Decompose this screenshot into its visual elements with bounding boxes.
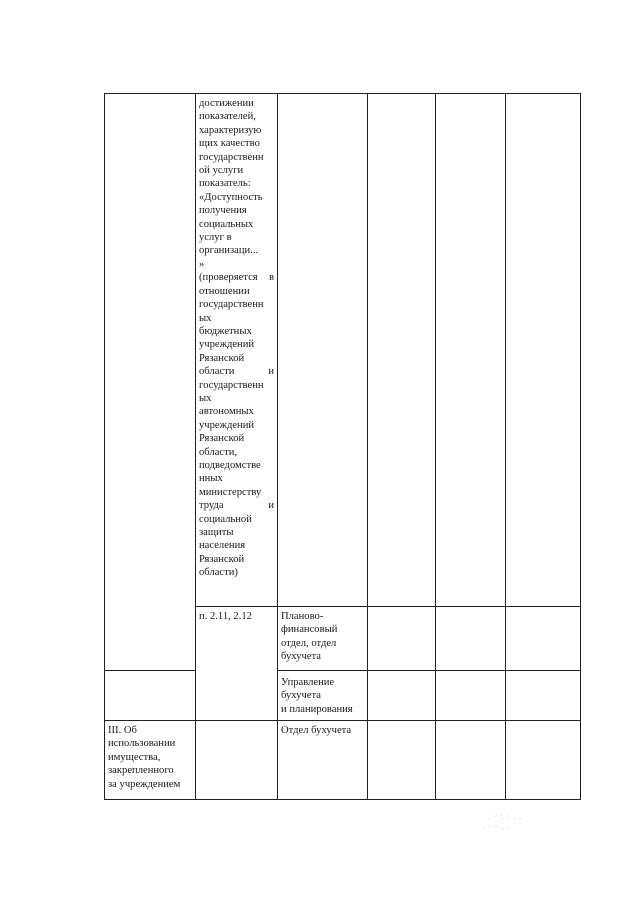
text-line: достижении — [199, 98, 254, 109]
text-line: социальной — [199, 513, 252, 525]
text-line: труда и — [199, 500, 274, 512]
text-line: ой услуги — [199, 165, 244, 177]
text-line: населения — [199, 540, 246, 552]
table-line — [104, 799, 581, 800]
text-line: Рязанской — [199, 352, 245, 364]
text-line: нных — [199, 473, 223, 485]
table-line — [195, 606, 581, 607]
scan-artifact: . · : · . . — [488, 812, 523, 821]
text-line: получения — [199, 205, 247, 217]
table-line — [104, 93, 581, 94]
table-line — [104, 93, 105, 799]
text-line: ых — [199, 312, 212, 324]
responsible-department-cell: Отдел бухучета — [281, 725, 352, 736]
indicator-description-cell — [199, 97, 274, 580]
text-line: отношении — [199, 285, 250, 297]
text-line: показатель: — [199, 178, 251, 190]
text-line: щих качество — [199, 138, 260, 150]
text-line: государственн — [199, 151, 264, 163]
text-line: (проверяется в — [199, 272, 274, 284]
table-line — [505, 93, 506, 799]
text-line: организаци... — [199, 245, 259, 257]
responsible-department-cell: Планово- финансовый отдел, отдел бухучета — [281, 611, 338, 663]
text-line: автономных — [199, 406, 254, 418]
text-line: области) — [199, 567, 238, 579]
text-line: государственн — [199, 299, 264, 311]
text-line: бюджетных — [199, 325, 252, 337]
text-line: Рязанской — [199, 553, 245, 565]
table-line — [367, 93, 368, 799]
text-line: подведомстве — [199, 459, 261, 471]
text-line: » — [199, 258, 205, 270]
text-line: защиты — [199, 527, 234, 538]
text-line: услуг в — [199, 232, 232, 244]
text-line: социальных — [199, 218, 254, 230]
text-line: учреждений — [199, 419, 255, 431]
text-line: показателей, — [199, 111, 256, 123]
section-title-cell: III. Об использовании имущества, закрепленного за учреждением — [108, 725, 181, 790]
table-line — [277, 670, 581, 671]
table-line — [277, 93, 278, 799]
table-line — [104, 720, 581, 721]
text-line: области и — [199, 366, 274, 378]
scan-artifact: . · · . . — [482, 822, 511, 831]
text-line: ых — [199, 392, 212, 404]
responsible-department-cell: Управление бухучета и планирования — [281, 677, 353, 715]
table-line — [104, 670, 196, 671]
text-line: Рязанской — [199, 433, 245, 445]
clause-reference-cell: п. 2.11, 2.12 — [199, 611, 252, 622]
table-line — [580, 93, 581, 799]
text-line: области, — [199, 446, 238, 458]
table-line — [435, 93, 436, 799]
text-line: «Доступность — [199, 191, 263, 203]
table-line — [195, 93, 196, 799]
text-line: характеризую — [199, 124, 262, 136]
text-line: министерству — [199, 486, 262, 498]
text-line: государственн — [199, 379, 264, 391]
text-line: учреждений — [199, 339, 255, 351]
